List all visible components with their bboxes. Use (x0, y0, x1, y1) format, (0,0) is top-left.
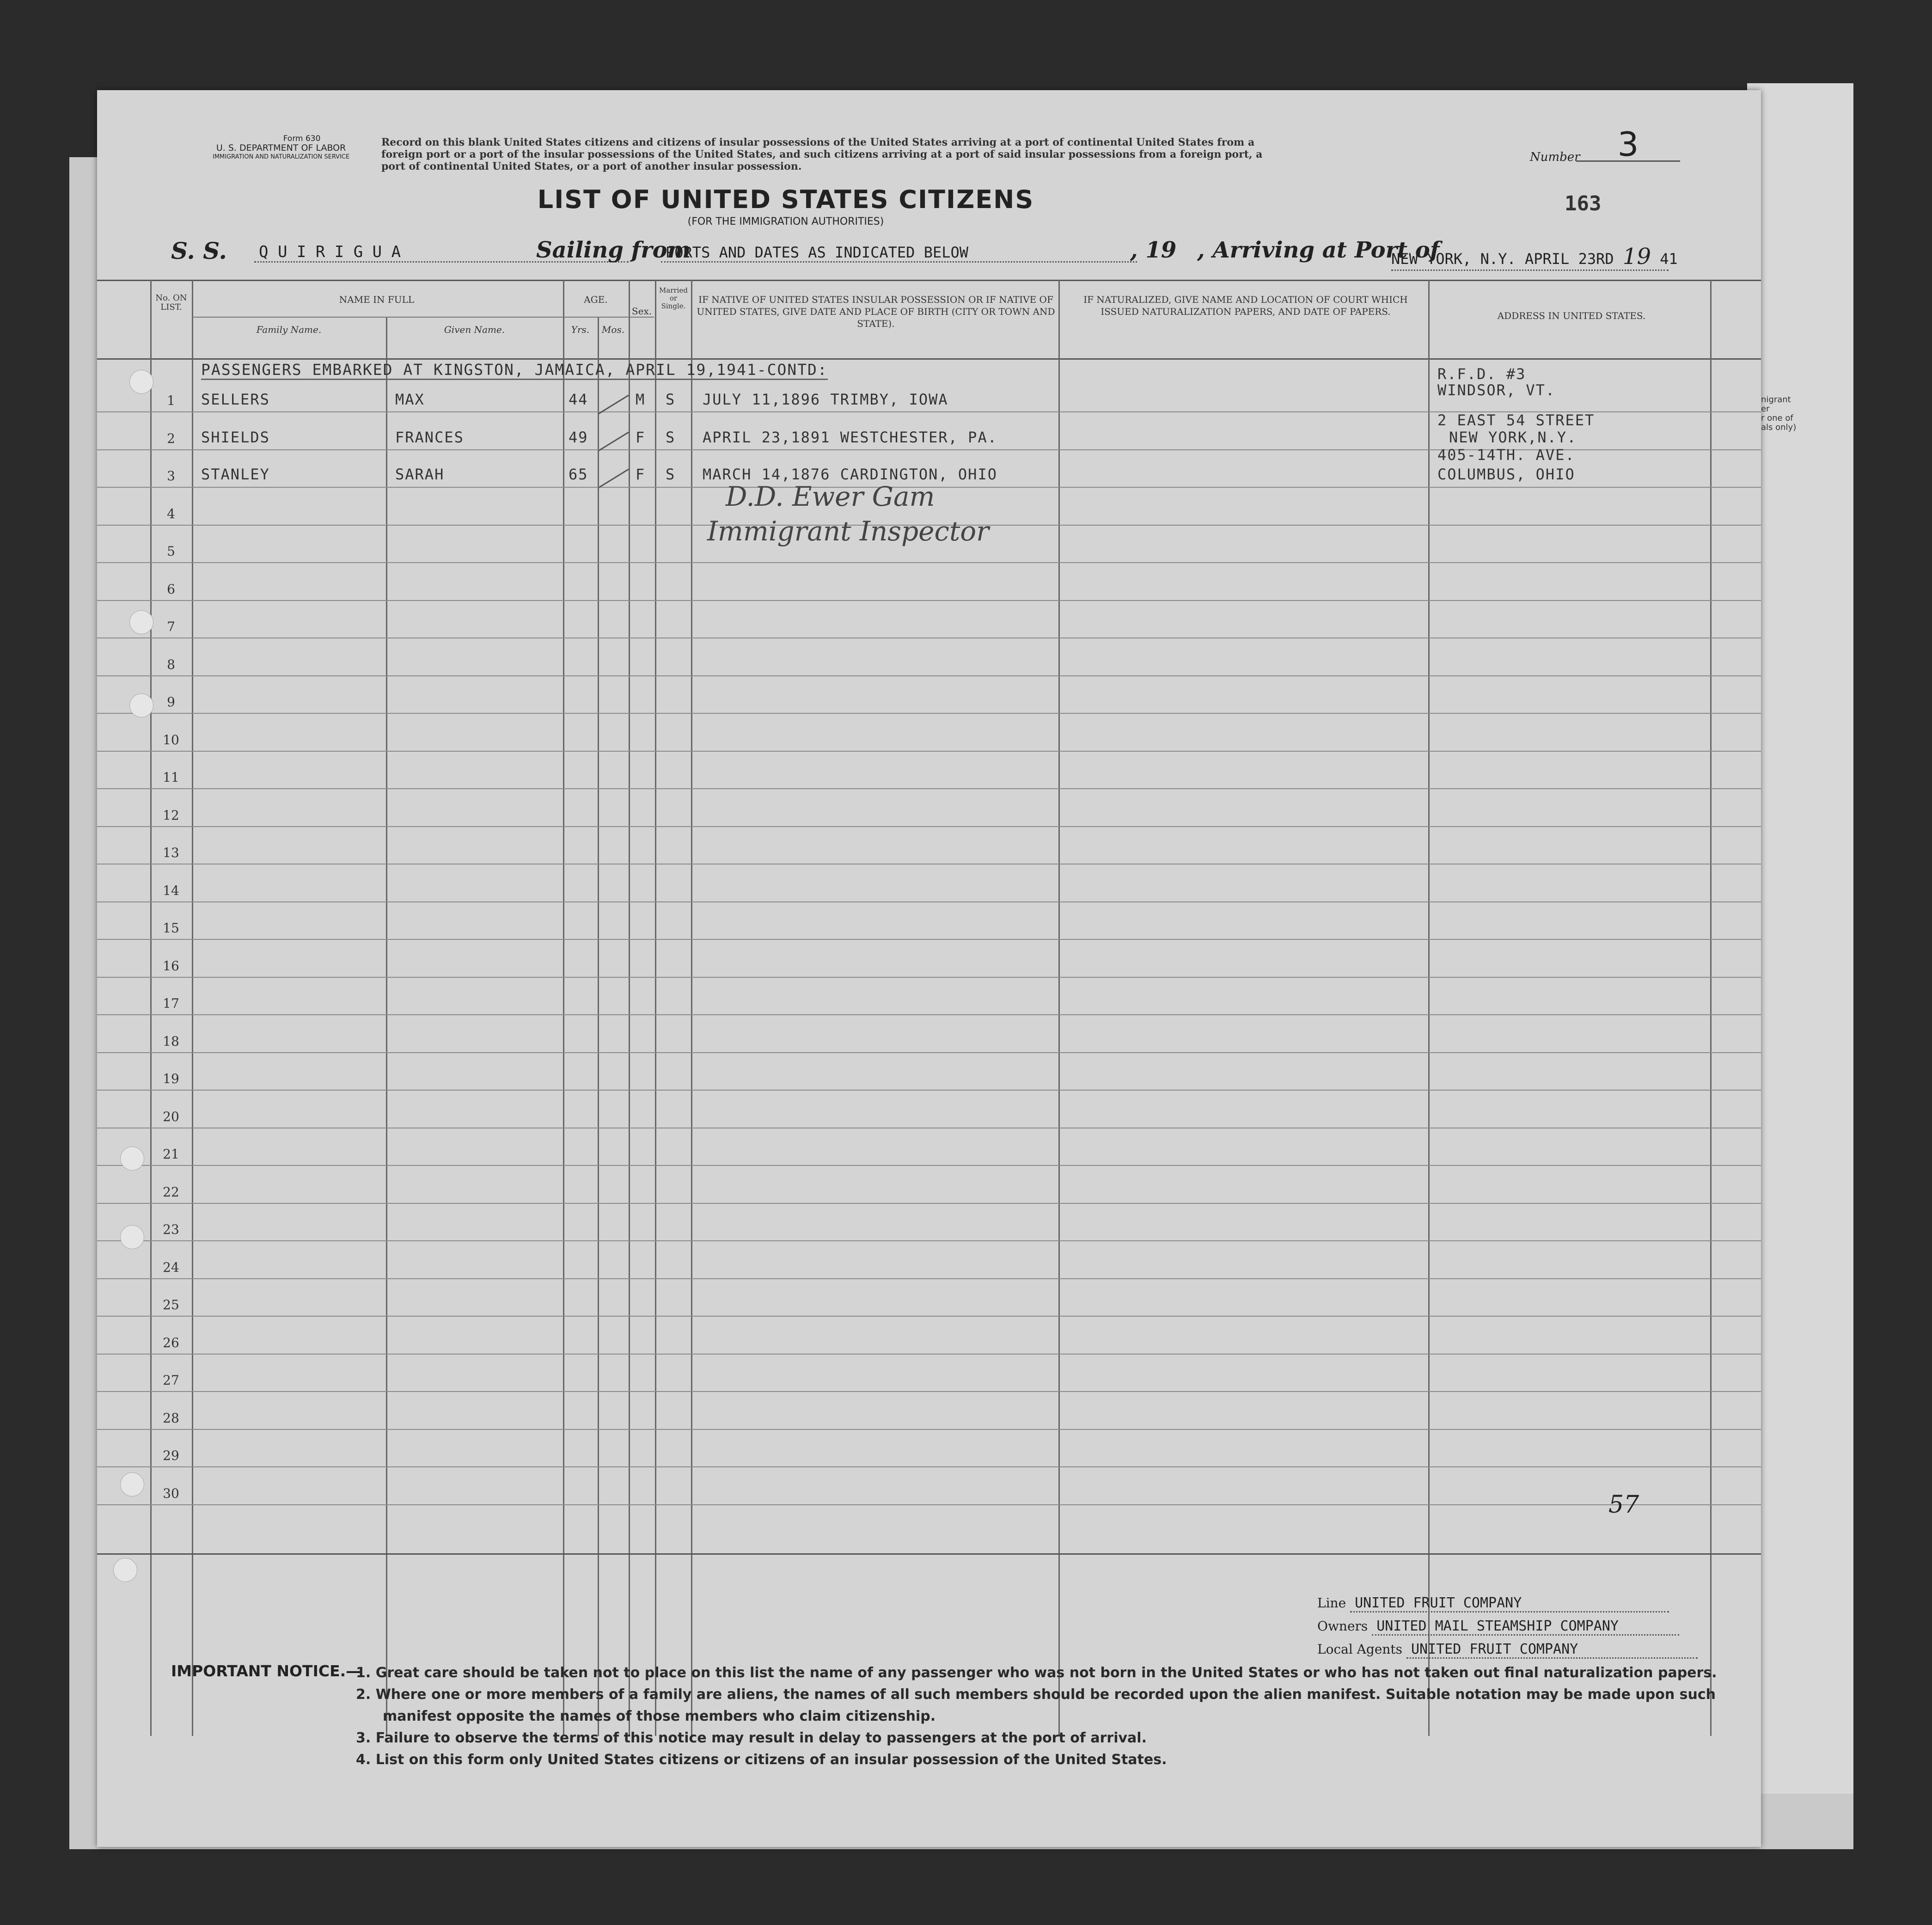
fragment-line: nigrant (1761, 395, 1791, 405)
row-number: 24 (163, 1259, 179, 1275)
fragment-line: als only) (1761, 423, 1797, 432)
row-number: 17 (163, 996, 179, 1011)
row-number: 25 (163, 1297, 179, 1312)
age-years: 44 (569, 391, 588, 408)
marital-status: S (666, 429, 676, 446)
page-number: 57 (1608, 1491, 1639, 1519)
row-rule (97, 600, 1761, 601)
family-name: SELLERS (201, 391, 270, 408)
row-rule (97, 1014, 1761, 1015)
arrival-value: NEW YORK, N.Y. APRIL 23RD (1391, 250, 1614, 268)
col-married-header: Married or Single. (659, 286, 688, 310)
col-divider (1058, 280, 1060, 1736)
row-number: 23 (163, 1222, 179, 1237)
col-family-header: Family Name. (256, 324, 322, 335)
notice-item: 1. Great care should be taken not to place on this list the name of any passenger who was not born in the United States or who has not taken out final naturalization papers. (356, 1665, 1717, 1681)
col-divider (629, 280, 630, 1736)
row-rule (97, 1052, 1761, 1053)
row-rule (97, 788, 1761, 789)
row-number: 22 (163, 1184, 179, 1200)
marital-status: S (666, 466, 676, 483)
notice-item: 4. List on this form only United States citizens or citizens of an insular possession of the United States. (356, 1752, 1167, 1768)
section-heading: PASSENGERS EMBARKED AT KINGSTON, JAMAICA, APRIL 19,1941-CONTD: (201, 361, 828, 380)
service-name: IMMIGRATION AND NATURALIZATION SERVICE (213, 153, 350, 160)
given-name: FRANCES (395, 429, 464, 446)
row-number: 12 (163, 807, 179, 823)
age-years: 49 (569, 429, 588, 446)
col-given-header: Given Name. (444, 324, 505, 335)
row-rule (97, 562, 1761, 563)
sailing-label: Sailing from (536, 237, 691, 263)
underlying-sheet-edge (1747, 83, 1853, 1794)
given-name: SARAH (395, 466, 445, 483)
address-line-2: WINDSOR, VT. (1437, 381, 1556, 399)
punch-hole (129, 370, 153, 394)
year-prefix-2: 19 (1622, 244, 1651, 270)
row-number: 11 (163, 770, 179, 785)
agents-label: Local Agents (1317, 1642, 1403, 1657)
row-number: 10 (163, 732, 179, 748)
sex: M (636, 391, 646, 408)
row-rule (97, 1466, 1761, 1467)
age-tick-marks (596, 381, 633, 492)
row-rule (97, 977, 1761, 978)
row-number: 15 (163, 920, 179, 936)
col-divider (563, 280, 564, 1736)
col-divider (1428, 280, 1430, 1736)
given-name: MAX (395, 391, 425, 408)
col-divider (386, 317, 387, 1736)
form-number: Form 630 (283, 134, 321, 143)
row-number: 29 (163, 1448, 179, 1463)
owners-field (1317, 1618, 1679, 1636)
address-line-1: R.F.D. #3 (1437, 365, 1526, 383)
col-divider (1710, 280, 1712, 1736)
year-value: 41 (1660, 250, 1678, 268)
row-number: 21 (163, 1146, 179, 1162)
row-rule (97, 675, 1761, 676)
punch-hole (120, 1225, 144, 1249)
address-line-2: COLUMBUS, OHIO (1437, 466, 1575, 483)
col-age-header: AGE. (584, 294, 608, 305)
row-number: 7 (167, 619, 175, 634)
row-number: 18 (163, 1033, 179, 1049)
line-label: Line (1317, 1595, 1346, 1611)
punch-hole (120, 1472, 144, 1496)
row-number: 13 (163, 845, 179, 860)
row-number: 4 (167, 506, 175, 521)
row-rule (97, 1165, 1761, 1166)
col-address-header: ADDRESS IN UNITED STATES. (1497, 310, 1646, 321)
row-rule (97, 1316, 1761, 1317)
row-rule (97, 939, 1761, 940)
row-number: 30 (163, 1485, 179, 1501)
row-rule (97, 1240, 1761, 1241)
sex: F (636, 466, 646, 483)
row-number: 16 (163, 958, 179, 974)
stamp-number: 163 (1565, 192, 1602, 215)
col-birth-header: IF NATIVE OF UNITED STATES INSULAR POSSESSION OR IF NATIVE OF UNITED STATES, GIVE DATE AND PLACE OF BIRTH (CITY OR TOWN AND STATE). (697, 294, 1055, 329)
inspector-title-handwritten: Immigrant Inspector (707, 515, 989, 547)
col-name-header: NAME IN FULL (339, 294, 415, 305)
row-rule (97, 1354, 1761, 1355)
subheader-rule (192, 317, 654, 318)
family-name: SHIELDS (201, 429, 270, 446)
col-sex-header: Sex. (631, 306, 652, 317)
number-value: 3 (1576, 128, 1680, 162)
instruction-line: foreign port or a port of the insular possessions of the United States, and such citizens arriving at a port of said insular possessions from a foreign port, a (381, 148, 1263, 160)
row-number: 5 (167, 544, 175, 559)
birth-info: MARCH 14,1876 CARDINGTON, OHIO (703, 466, 997, 483)
row-number: 20 (163, 1109, 179, 1124)
instruction-line: Record on this blank United States citizens and citizens of insular possessions of the United States arriving at a port of continental United States from a (381, 136, 1255, 148)
col-yrs-header: Yrs. (571, 324, 590, 335)
family-name: STANLEY (201, 466, 270, 483)
line-value: UNITED FRUIT COMPANY (1350, 1595, 1669, 1612)
department-name: U. S. DEPARTMENT OF LABOR (216, 143, 346, 153)
punch-hole (129, 693, 153, 717)
fragment-line: r one of (1761, 413, 1793, 423)
row-number: 27 (163, 1373, 179, 1388)
owners-value: UNITED MAIL STEAMSHIP COMPANY (1372, 1618, 1679, 1636)
col-divider (655, 280, 656, 1736)
agents-field (1317, 1641, 1698, 1659)
col-naturalized-header: IF NATURALIZED, GIVE NAME AND LOCATION OF COURT WHICH ISSUED NATURALIZATION PAPERS, AND DATE OF PAPERS. (1083, 294, 1408, 317)
form-title: LIST OF UNITED STATES CITIZENS (537, 185, 1034, 214)
row-number: 19 (163, 1071, 179, 1086)
underlying-sheet-text (1761, 395, 1796, 432)
notice-list (356, 1662, 1717, 1771)
row-rule (97, 1090, 1761, 1091)
punch-hole (113, 1558, 137, 1582)
number-label: Number (1530, 150, 1580, 164)
row-number: 28 (163, 1410, 179, 1426)
notice-item: manifest opposite the names of those members who claim citizenship. (383, 1708, 936, 1724)
row-rule (97, 751, 1761, 752)
punch-hole (129, 610, 153, 634)
col-divider (192, 280, 193, 1736)
row-rule (97, 826, 1761, 827)
punch-hole (120, 1146, 144, 1171)
ship-name: Q U I R I G U A (254, 243, 629, 263)
birth-info: JULY 11,1896 TRIMBY, IOWA (703, 391, 948, 408)
row-rule (97, 713, 1761, 714)
row-rule (97, 1391, 1761, 1392)
address-line-1: 2 EAST 54 STREET (1437, 411, 1595, 429)
manifest-sheet (97, 90, 1761, 1847)
sailing-value: PORTS AND DATES AS INDICATED BELOW (661, 244, 1137, 263)
inspector-signature: D.D. Ewer Gam (726, 481, 935, 512)
arriving-label: , Arriving at Port of (1197, 237, 1440, 263)
notice-heading: IMPORTANT NOTICE.— (171, 1662, 361, 1680)
instruction-line: port of continental United States, or a port of another insular possession. (381, 160, 802, 172)
row-rule (97, 1429, 1761, 1430)
marital-status: S (666, 391, 676, 408)
row-number: 2 (167, 430, 175, 446)
row-rule (97, 1278, 1761, 1279)
notice-item: 2. Where one or more members of a family are aliens, the names of all such members should be recorded upon the alien manifest. Suitable notation may be made upon such (356, 1686, 1716, 1703)
form-subtitle: (FOR THE IMMIGRATION AUTHORITIES) (687, 216, 884, 227)
arrival-line (1391, 244, 1678, 271)
row-number: 9 (167, 694, 175, 710)
birth-info: APRIL 23,1891 WESTCHESTER, PA. (703, 429, 997, 446)
year-prefix: , 19 (1130, 237, 1177, 263)
table-header-rule (97, 358, 1761, 360)
col-mos-header: Mos. (601, 324, 625, 335)
table-bottom-rule (97, 1553, 1761, 1555)
age-years: 65 (569, 466, 588, 483)
notice-item: 3. Failure to observe the terms of this notice may result in delay to passengers at the port of arrival. (356, 1730, 1147, 1746)
col-divider (598, 317, 599, 1736)
row-rule (97, 901, 1761, 902)
instructions-block (381, 136, 1262, 172)
row-number: 26 (163, 1335, 179, 1350)
row-number: 6 (167, 581, 175, 597)
ss-label: S. S. (171, 237, 227, 264)
agents-value: UNITED FRUIT COMPANY (1406, 1641, 1698, 1659)
owners-label: Owners (1317, 1618, 1368, 1634)
form-id (213, 134, 349, 162)
fragment-line: er (1761, 404, 1770, 414)
address-line-1: 405-14TH. AVE. (1437, 446, 1575, 464)
row-number: 1 (167, 393, 175, 408)
row-number: 8 (167, 656, 175, 672)
sex: F (636, 429, 646, 446)
address-line-2: NEW YORK,N.Y. (1449, 429, 1577, 446)
row-number: 3 (167, 468, 175, 484)
col-divider (691, 280, 692, 1736)
table-top-rule (97, 280, 1761, 281)
row-rule (97, 1504, 1761, 1505)
row-rule (97, 1203, 1761, 1204)
row-number: 14 (163, 883, 179, 898)
col-no-header: No. ON LIST. (155, 293, 187, 312)
line-field (1317, 1595, 1669, 1612)
